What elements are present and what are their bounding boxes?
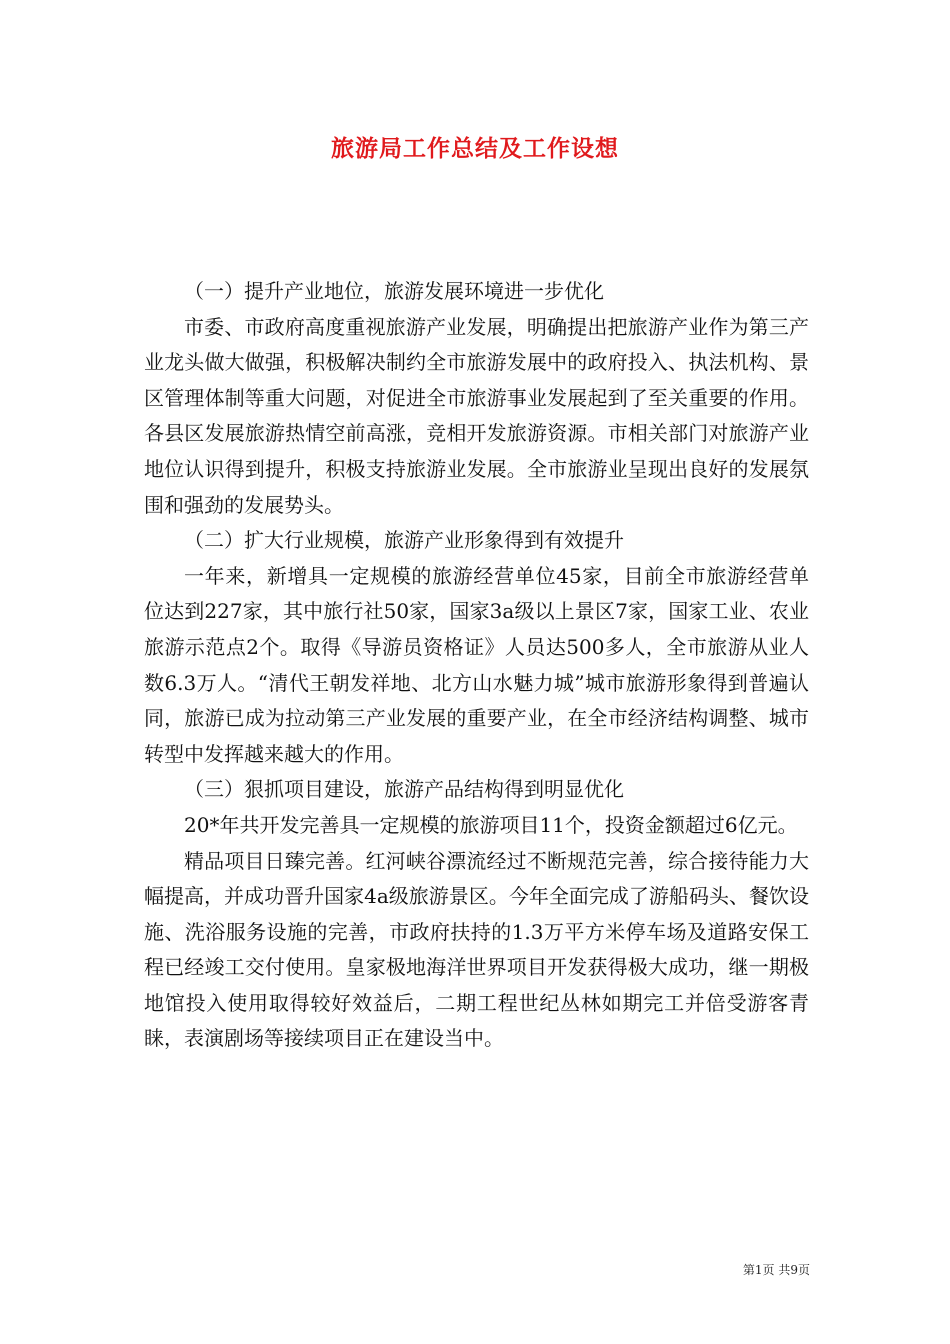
section-heading-1: （一）提升产业地位，旅游发展环境进一步优化 [184, 279, 604, 303]
body-paragraph-4: 精品项目日臻完善。红河峡谷漂流经过不断规范完善，综合接待能力大幅提高，并成功晋升国家4a级旅游景区。今年全面完成了游船码头、餐饮设施、洗浴服务设施的完善，市政府扶持的1.3万平方米停车场及道路安保工程已经竣工交付使用。皇家极地海洋世界项目开发获得极大成功，继一期极地馆投入使用取得较好效益后，二期工程世纪丛林如期完工并倍受游客青睐，表演剧场等接续项目正在建设当中。 [144, 848, 809, 1051]
page-number: 第1页 共9页 [742, 1263, 810, 1277]
body-paragraph-1: 市委、市政府高度重视旅游产业发展，明确提出把旅游产业作为第三产业龙头做大做强，积极解决制约全市旅游发展中的政府投入、执法机构、景区管理体制等重大问题，对促进全市旅游事业发展起到了至关重要的作用。各县区发展旅游热情空前高涨，竞相开发旅游资源。市相关部门对旅游产业地位认识得到提升，积极支持旅游业发展。全市旅游业呈现出良好的发展氛围和强劲的发展势头。 [144, 314, 809, 517]
document-body [144, 274, 809, 1057]
body-paragraph-2: 一年来，新增具一定规模的旅游经营单位45家，目前全市旅游经营单位达到227家，其中旅行社50家，国家3a级以上景区7家，国家工业、农业旅游示范点2个。取得《导游员资格证》人员达500多人，全市旅游从业人数6.3万人。“清代王朝发祥地、北方山水魅力城”城市旅游形象得到普遍认同，旅游已成为拉动第三产业发展的重要产业，在全市经济结构调整、城市转型中发挥越来越大的作用。 [144, 563, 809, 766]
section-heading-2: （二）扩大行业规模，旅游产业形象得到有效提升 [184, 528, 624, 553]
document-title: 旅游局工作总结及工作设想 [331, 135, 619, 162]
body-paragraph-3: 20*年共开发完善具一定规模的旅游项目11个，投资金额超过6亿元。 [184, 812, 798, 837]
section-heading-3: （三）狠抓项目建设，旅游产品结构得到明显优化 [184, 777, 624, 802]
